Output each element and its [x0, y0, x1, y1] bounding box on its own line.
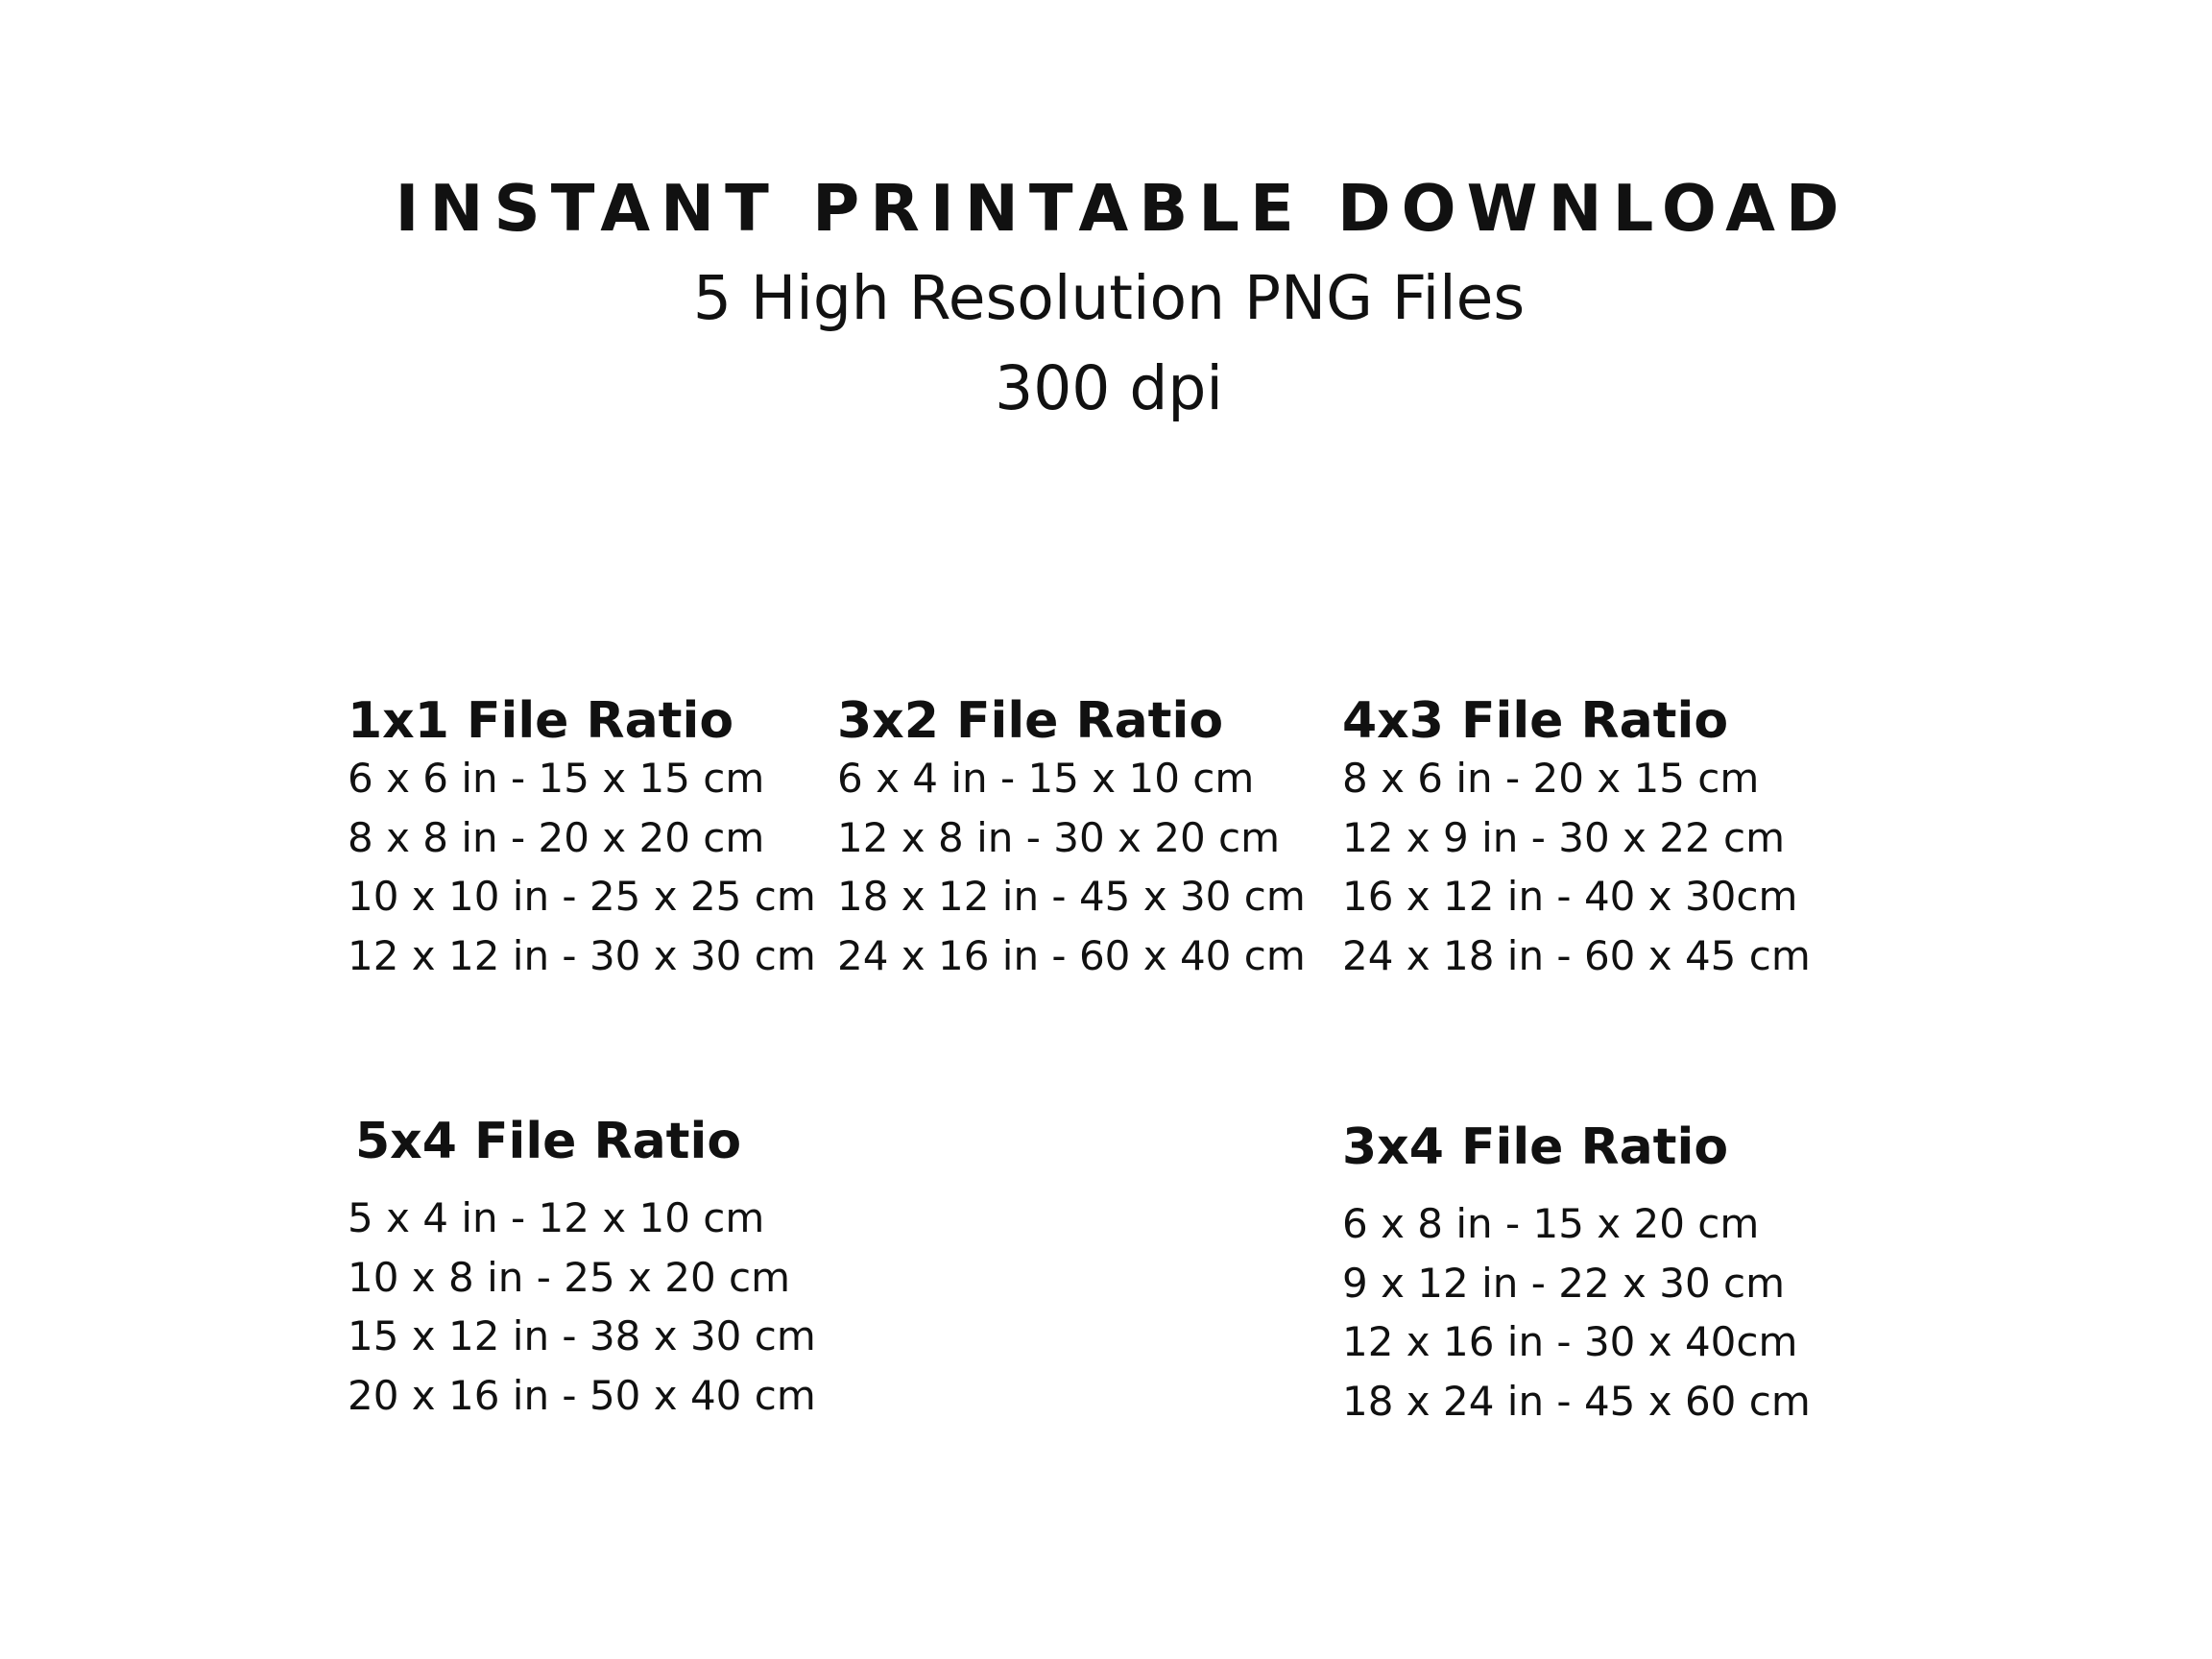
size-item: 10 x 10 in - 25 x 25 cm [348, 873, 816, 920]
size-list [1342, 1194, 1811, 1431]
file-count-subtitle: 5 High Resolution PNG Files [692, 263, 1526, 333]
page-header [0, 163, 2212, 434]
size-item: 6 x 6 in - 15 x 15 cm [348, 755, 765, 802]
page-title: INSTANT PRINTABLE DOWNLOAD [395, 171, 1850, 246]
ratio-section-3x4 [1342, 1118, 1811, 1431]
size-item: 12 x 9 in - 30 x 22 cm [1342, 813, 1786, 861]
ratio-title: 5x4 File Ratio [355, 1113, 742, 1170]
size-item: 18 x 24 in - 45 x 60 cm [1342, 1377, 1811, 1425]
size-item: 16 x 12 in - 40 x 30cm [1342, 873, 1798, 920]
size-item: 20 x 16 in - 50 x 40 cm [348, 1371, 816, 1419]
size-list [837, 749, 1306, 985]
size-item: 10 x 8 in - 25 x 20 cm [348, 1253, 791, 1301]
size-item: 8 x 6 in - 20 x 15 cm [1342, 755, 1760, 802]
ratio-title: 3x2 File Ratio [837, 692, 1224, 750]
size-item: 24 x 16 in - 60 x 40 cm [837, 931, 1306, 979]
ratio-section-5x4 [348, 1112, 816, 1425]
size-item: 9 x 12 in - 22 x 30 cm [1342, 1259, 1786, 1307]
size-list [348, 1189, 816, 1425]
size-item: 24 x 18 in - 60 x 45 cm [1342, 931, 1811, 979]
size-item: 12 x 8 in - 30 x 20 cm [837, 813, 1281, 861]
size-item: 8 x 8 in - 20 x 20 cm [348, 813, 765, 861]
size-item: 12 x 16 in - 30 x 40cm [1342, 1318, 1798, 1365]
size-item: 12 x 12 in - 30 x 30 cm [348, 931, 816, 979]
ratio-title: 4x3 File Ratio [1342, 692, 1729, 750]
ratio-section-1x1 [348, 691, 816, 985]
size-item: 6 x 8 in - 15 x 20 cm [1342, 1200, 1760, 1247]
size-item: 5 x 4 in - 12 x 10 cm [348, 1194, 765, 1241]
ratio-title: 3x4 File Ratio [1342, 1118, 1729, 1176]
ratio-title: 1x1 File Ratio [348, 692, 734, 750]
resolution-subtitle: 300 dpi [995, 353, 1223, 423]
size-item: 15 x 12 in - 38 x 30 cm [348, 1312, 816, 1359]
size-item: 6 x 4 in - 15 x 10 cm [837, 755, 1255, 802]
ratio-section-3x2 [837, 691, 1306, 985]
size-item: 18 x 12 in - 45 x 30 cm [837, 873, 1306, 920]
size-list [348, 749, 816, 985]
ratio-section-4x3 [1342, 691, 1811, 985]
size-list [1342, 749, 1811, 985]
